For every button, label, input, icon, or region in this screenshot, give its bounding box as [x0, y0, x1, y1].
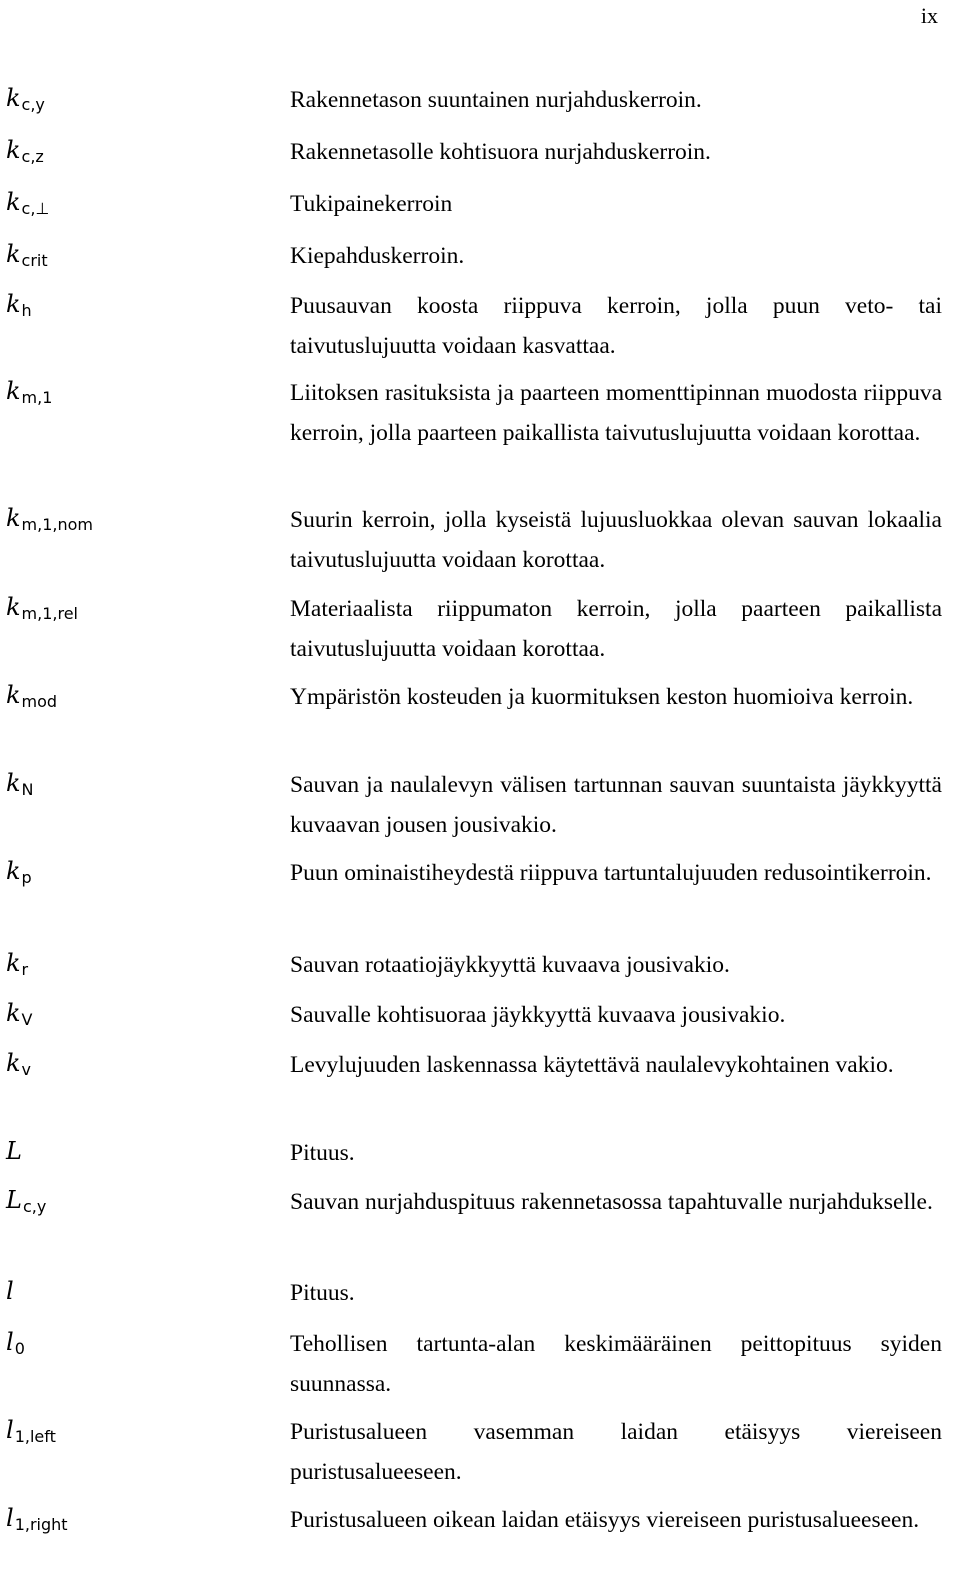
symbol [6, 240, 48, 271]
symbol [6, 593, 78, 624]
symbol [6, 84, 45, 115]
symbol-letter: k [6, 593, 21, 621]
symbol-subscript: N [21, 780, 34, 799]
symbol-subscript: 1,right [14, 1515, 68, 1534]
symbol [6, 769, 34, 800]
page-number: ix [920, 3, 938, 28]
symbol-description: Sauvan ja naulalevyn välisen tartunnan sauvan suuntaista jäykkyyttä kuvaavan jousen jousivakio. [290, 772, 942, 838]
symbol-subscript: crit [21, 251, 48, 270]
symbol [6, 1416, 56, 1447]
symbol-letter: k [6, 681, 21, 709]
symbol-letter: l [6, 1504, 14, 1532]
symbol-letter: k [6, 1049, 21, 1077]
symbol-letter: k [6, 188, 21, 216]
symbol-description: Pituus. [290, 1280, 355, 1306]
symbol [6, 290, 32, 321]
symbol-subscript: 0 [14, 1339, 25, 1358]
symbol-subscript: c,⊥ [21, 199, 50, 218]
symbol-letter: k [6, 240, 21, 268]
symbol-description: Puristusalueen vasemman laidan etäisyys viereiseen puristusalueeseen. [290, 1419, 942, 1485]
symbol-description: Levylujuuden laskennassa käytettävä naulalevykohtainen vakio. [290, 1052, 894, 1078]
symbol [6, 1328, 25, 1359]
symbol [6, 136, 44, 167]
symbol-description: Rakennetasolle kohtisuora nurjahduskerroin. [290, 139, 711, 165]
symbol [6, 504, 93, 535]
symbol-letter: k [6, 377, 21, 405]
symbol-description: Pituus. [290, 1140, 355, 1166]
symbol [6, 1504, 68, 1535]
symbol-description: Tukipainekerroin [290, 191, 453, 217]
symbol [6, 1049, 31, 1080]
symbol-description: Kiepahduskerroin. [290, 243, 465, 269]
symbol-subscript: r [21, 960, 29, 979]
symbol-letter: l [6, 1328, 14, 1356]
symbol-description: Suurin kerroin, jolla kyseistä lujuusluokkaa olevan sauvan lokaalia taivutuslujuutta voidaan korottaa. [290, 507, 942, 573]
symbol-letter: k [6, 857, 21, 885]
symbol [6, 1137, 22, 1165]
symbol-subscript: h [21, 301, 32, 320]
symbol [6, 857, 32, 888]
symbol-subscript: c,y [21, 95, 45, 114]
symbol-letter: l [6, 1277, 14, 1305]
symbol-letter: L [6, 1186, 22, 1214]
symbol-description: Materiaalista riippumaton kerroin, jolla paarteen paikallista taivutuslujuutta voidaan korottaa. [290, 596, 942, 662]
symbol-subscript: c,z [21, 147, 44, 166]
symbol-subscript: m,1,nom [21, 515, 93, 534]
symbol-subscript: c,y [22, 1197, 47, 1216]
symbol-letter: L [6, 1137, 22, 1165]
symbol [6, 681, 57, 712]
symbol-description: Puristusalueen oikean laidan etäisyys viereiseen puristusalueeseen. [290, 1507, 920, 1533]
symbol-letter: l [6, 1416, 14, 1444]
symbol-subscript: 1,left [14, 1427, 56, 1446]
symbol-letter: k [6, 136, 21, 164]
symbol-description: Puun ominaistiheydestä riippuva tartuntalujuuden redusointikerroin. [290, 860, 932, 886]
symbol-description: Tehollisen tartunta-alan keskimääräinen peittopituus syiden suunnassa. [290, 1331, 942, 1397]
symbol [6, 1186, 46, 1217]
symbol-subscript: mod [21, 692, 58, 711]
symbol-letter: k [6, 84, 21, 112]
symbol-subscript: V [21, 1010, 33, 1029]
symbol [6, 999, 33, 1030]
symbol-description: Puusauvan koosta riippuva kerroin, jolla puun veto- tai taivutuslujuutta voidaan kasvattaa. [290, 293, 942, 359]
symbol-letter: k [6, 949, 21, 977]
symbol-subscript: m,1 [21, 388, 53, 407]
symbol [6, 1277, 14, 1305]
symbol-description: Rakennetason suuntainen nurjahduskerroin. [290, 87, 702, 113]
symbol-subscript: p [21, 868, 32, 887]
symbol-letter: k [6, 769, 21, 797]
symbol-description: Liitoksen rasituksista ja paarteen momenttipinnan muodosta riippuva kerroin, jolla paarteen paikallista taivutuslujuutta voidaan korottaa. [290, 380, 942, 446]
symbol [6, 949, 28, 980]
symbol-subscript: v [21, 1060, 32, 1079]
symbol-letter: k [6, 999, 21, 1027]
symbol [6, 188, 49, 219]
symbol-description: Sauvan rotaatiojäykkyyttä kuvaava jousivakio. [290, 952, 730, 978]
symbol-letter: k [6, 290, 21, 318]
symbol-description: Sauvan nurjahduspituus rakennetasossa tapahtuvalle nurjahdukselle. [290, 1189, 933, 1215]
symbol-subscript: m,1,rel [21, 604, 78, 623]
symbol-letter: k [6, 504, 21, 532]
symbol-description: Ympäristön kosteuden ja kuormituksen keston huomioiva kerroin. [290, 684, 914, 710]
symbol-description: Sauvalle kohtisuoraa jäykkyyttä kuvaava jousivakio. [290, 1002, 786, 1028]
symbol [6, 377, 52, 408]
